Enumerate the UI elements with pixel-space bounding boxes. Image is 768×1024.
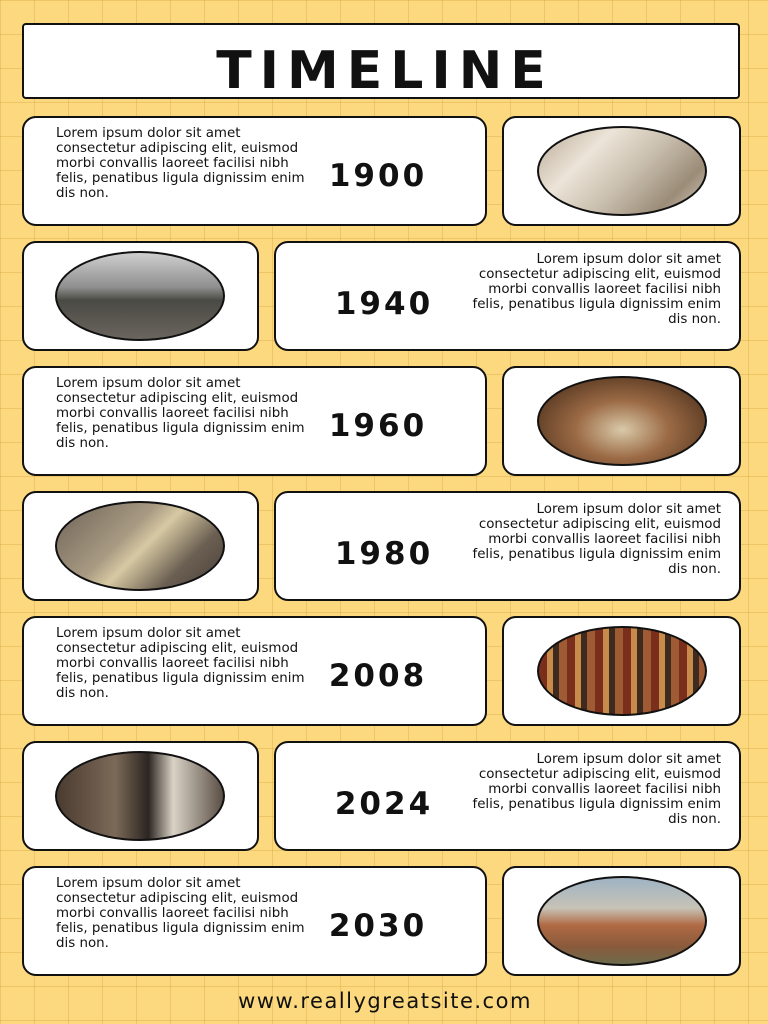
old-book-photo: [55, 501, 225, 591]
entry-description: Lorem ipsum dolor sit amet consectetur adipiscing elit, euismod morbi convallis laoreet facilisi nibh felis, penatibus ligula dignissim enim dis non.: [56, 376, 305, 451]
cityscape-photo: [537, 876, 707, 966]
harbor-photo: [55, 251, 225, 341]
entry-year: 1940: [334, 286, 434, 322]
entry-description: Lorem ipsum dolor sit amet consectetur adipiscing elit, euismod morbi convallis laoreet facilisi nibh felis, penatibus ligula dignissim enim dis non.: [472, 252, 721, 327]
entry-description: Lorem ipsum dolor sit amet consectetur adipiscing elit, euismod morbi convallis laoreet facilisi nibh felis, penatibus ligula dignissim enim dis non.: [56, 626, 305, 701]
clock-photo: [55, 751, 225, 841]
entry-year: 1980: [334, 536, 434, 572]
website-link[interactable]: www.reallygreatsite.com: [238, 989, 532, 1013]
bookshelf-photo: [537, 626, 707, 716]
old-letters-photo: [537, 126, 707, 216]
entry-year: 2008: [328, 658, 428, 694]
page-title: TIMELINE: [216, 41, 554, 101]
entry-year: 2024: [334, 786, 434, 822]
entry-description: Lorem ipsum dolor sit amet consectetur adipiscing elit, euismod morbi convallis laoreet facilisi nibh felis, penatibus ligula dignissim enim dis non.: [56, 126, 305, 201]
entry-description: Lorem ipsum dolor sit amet consectetur adipiscing elit, euismod morbi convallis laoreet facilisi nibh felis, penatibus ligula dignissim enim dis non.: [472, 502, 721, 577]
entry-year: 1900: [328, 158, 428, 194]
garden-path-photo: [537, 376, 707, 466]
entry-year: 2030: [328, 908, 428, 944]
entry-year: 1960: [328, 408, 428, 444]
entry-description: Lorem ipsum dolor sit amet consectetur adipiscing elit, euismod morbi convallis laoreet facilisi nibh felis, penatibus ligula dignissim enim dis non.: [472, 752, 721, 827]
entry-description: Lorem ipsum dolor sit amet consectetur adipiscing elit, euismod morbi convallis laoreet facilisi nibh felis, penatibus ligula dignissim enim dis non.: [56, 876, 305, 951]
